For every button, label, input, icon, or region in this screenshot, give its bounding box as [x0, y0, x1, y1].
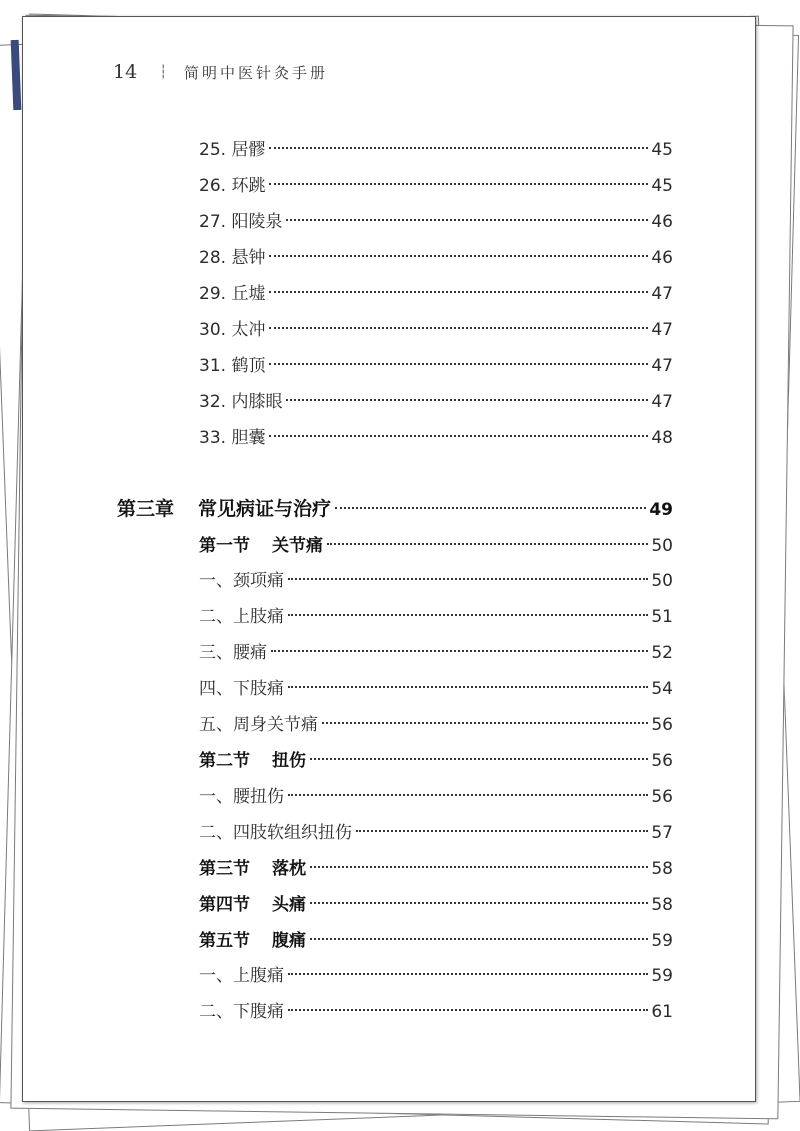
toc-entry-label: 三、腰痛 — [199, 643, 267, 663]
toc-entry-page: 51 — [651, 607, 673, 627]
dot-leader — [335, 507, 646, 509]
toc-entry-label: 29. 丘墟 — [199, 284, 266, 304]
section-number: 第三节 — [199, 859, 250, 879]
toc-entry-label: 一、上腹痛 — [199, 966, 284, 986]
section-number: 第二节 — [199, 751, 250, 771]
dot-leader — [286, 219, 648, 221]
toc-entry-label: 二、上肢痛 — [199, 607, 284, 627]
toc-entry-label: 五、周身关节痛 — [199, 715, 318, 735]
dot-leader — [310, 758, 648, 760]
toc-entry-page: 47 — [651, 392, 673, 412]
toc-entry-page: 47 — [651, 356, 673, 376]
dot-leader — [322, 722, 648, 724]
section-number: 第五节 — [199, 931, 250, 951]
toc-entry[interactable] — [199, 174, 673, 198]
dot-leader — [356, 830, 648, 832]
toc-section-4[interactable] — [199, 893, 673, 917]
dot-leader — [310, 866, 648, 868]
book-title: 简明中医针灸手册 — [184, 63, 329, 82]
section-title: 扭伤 — [272, 751, 306, 771]
toc-entry-page: 58 — [651, 895, 673, 915]
toc-entry[interactable] — [199, 821, 673, 845]
toc-entry-label: 33. 胆囊 — [199, 428, 266, 448]
section-title: 头痛 — [272, 895, 306, 915]
toc-entry[interactable] — [199, 964, 673, 988]
section-title: 关节痛 — [272, 536, 323, 556]
toc-entry-page: 47 — [651, 284, 673, 304]
dot-leader — [269, 291, 648, 293]
toc-entry-page: 48 — [651, 428, 673, 448]
toc-entry-page: 50 — [651, 571, 673, 591]
toc-entry[interactable] — [199, 605, 673, 629]
chapter-title: 常见病证与治疗 — [198, 498, 332, 520]
toc-entry-label: 31. 鹤顶 — [199, 356, 266, 376]
dot-leader — [288, 614, 648, 616]
toc-entry-page: 52 — [651, 643, 673, 663]
dot-leader — [310, 938, 648, 940]
section-number: 第一节 — [199, 536, 250, 556]
toc-entry-label: 26. 环跳 — [199, 176, 266, 196]
dot-leader — [271, 650, 648, 652]
toc-entry-page: 59 — [651, 931, 673, 951]
toc-entry-label: 二、四肢软组织扭伤 — [199, 823, 352, 843]
toc-section-label — [199, 857, 309, 881]
toc-entry-label: 25. 居髎 — [199, 140, 266, 160]
toc-entry-page: 46 — [651, 248, 673, 268]
toc-entry[interactable] — [199, 569, 673, 593]
toc-entry-page: 56 — [651, 715, 673, 735]
toc-entry-page: 56 — [651, 751, 673, 771]
dot-leader — [269, 255, 648, 257]
header-separator: ┆ — [159, 64, 167, 80]
toc-entry-label: 32. 内膝眼 — [199, 392, 283, 412]
page-number: 14 — [113, 61, 138, 83]
toc-entry[interactable] — [199, 318, 673, 342]
toc-entry[interactable] — [199, 713, 673, 737]
toc-section-label — [199, 929, 309, 953]
section-number: 第四节 — [199, 895, 250, 915]
toc-entry-page: 59 — [651, 966, 673, 986]
toc-entry-label: 30. 太冲 — [199, 320, 266, 340]
toc-entry-page: 49 — [649, 500, 673, 520]
toc-entry-label: 28. 悬钟 — [199, 248, 266, 268]
dot-leader — [327, 543, 648, 545]
toc-entry[interactable] — [199, 390, 673, 414]
toc-entry[interactable] — [199, 138, 673, 162]
toc-entry-page: 58 — [651, 859, 673, 879]
dot-leader — [288, 578, 648, 580]
dot-leader — [269, 363, 648, 365]
toc-entry[interactable] — [199, 1000, 673, 1024]
toc-section-1[interactable] — [199, 534, 673, 558]
table-of-contents — [23, 17, 755, 1101]
toc-entry-page: 50 — [651, 536, 673, 556]
dot-leader — [286, 399, 648, 401]
toc-entry[interactable] — [199, 426, 673, 450]
toc-entry-page: 54 — [651, 679, 673, 699]
dot-leader — [269, 327, 648, 329]
dot-leader — [288, 794, 648, 796]
toc-section-3[interactable] — [199, 857, 673, 881]
toc-entry-page: 45 — [651, 140, 673, 160]
toc-entry[interactable] — [199, 677, 673, 701]
toc-entry-page: 45 — [651, 176, 673, 196]
toc-chapter-label — [117, 497, 334, 521]
dot-leader — [288, 973, 648, 975]
toc-section-5[interactable] — [199, 929, 673, 953]
toc-section-label — [199, 534, 326, 558]
dot-leader — [310, 902, 648, 904]
toc-entry[interactable] — [199, 785, 673, 809]
dot-leader — [288, 686, 648, 688]
toc-entry[interactable] — [199, 641, 673, 665]
toc-entry[interactable] — [199, 210, 673, 234]
toc-entry-page: 56 — [651, 787, 673, 807]
dot-leader — [269, 435, 648, 437]
toc-entry-label: 27. 阳陵泉 — [199, 212, 283, 232]
toc-entry-label: 四、下肢痛 — [199, 679, 284, 699]
toc-entry-page: 61 — [651, 1002, 673, 1022]
toc-entry-label: 一、颈项痛 — [199, 571, 284, 591]
toc-entry[interactable] — [199, 282, 673, 306]
toc-entry[interactable] — [199, 246, 673, 270]
dot-leader — [269, 183, 648, 185]
dot-leader — [288, 1009, 648, 1011]
toc-entry[interactable] — [199, 354, 673, 378]
toc-entry-page: 57 — [651, 823, 673, 843]
chapter-number: 第三章 — [117, 498, 175, 520]
toc-entry-page: 46 — [651, 212, 673, 232]
section-title: 腹痛 — [272, 931, 306, 951]
toc-section-label — [199, 749, 309, 773]
toc-chapter-3[interactable] — [117, 497, 673, 521]
section-title: 落枕 — [272, 859, 306, 879]
toc-entry-label: 二、下腹痛 — [199, 1002, 284, 1022]
toc-section-2[interactable] — [199, 749, 673, 773]
dot-leader — [269, 147, 648, 149]
toc-entry-page: 47 — [651, 320, 673, 340]
toc-entry-label: 一、腰扭伤 — [199, 787, 284, 807]
book-page — [22, 16, 756, 1102]
toc-section-label — [199, 893, 309, 917]
